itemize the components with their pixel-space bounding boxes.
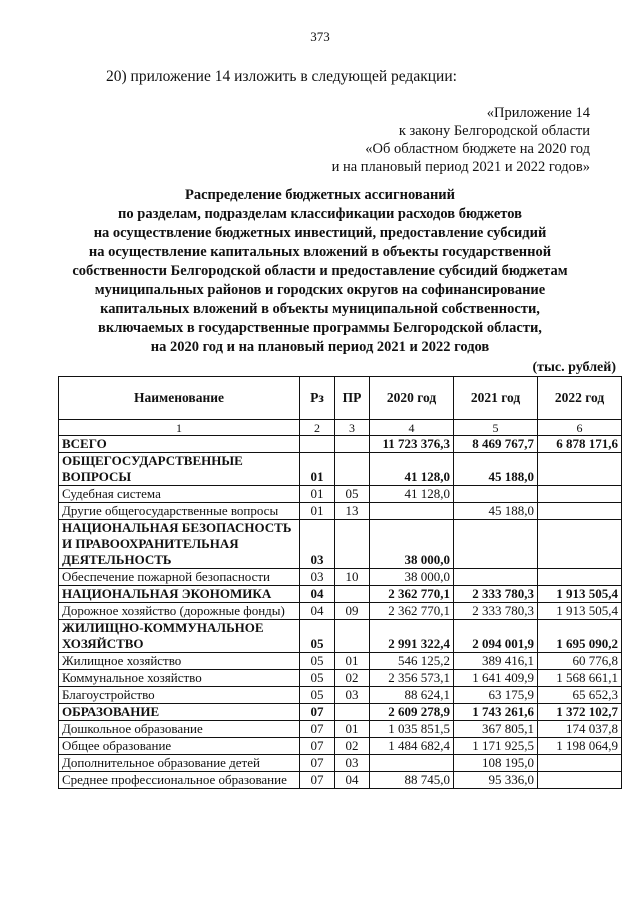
row-value-2022 bbox=[538, 453, 622, 486]
row-subsection-code bbox=[335, 453, 370, 486]
table-row bbox=[59, 721, 622, 738]
appendix-reference bbox=[332, 104, 590, 176]
title-line: капитальных вложений в объекты муниципальной собственности, bbox=[100, 301, 540, 317]
row-value-2022 bbox=[538, 486, 622, 503]
row-value-2021 bbox=[454, 569, 538, 586]
document-title bbox=[30, 186, 610, 357]
row-section-code: 07 bbox=[300, 755, 335, 772]
title-line: собственности Белгородской области и предоставление субсидий бюджетам bbox=[72, 263, 568, 279]
row-value-2021: 2 333 780,3 bbox=[454, 603, 538, 620]
row-name: Коммунальное хозяйство bbox=[59, 670, 300, 687]
row-value-2022 bbox=[538, 772, 622, 789]
row-section-code: 03 bbox=[300, 569, 335, 586]
row-value-2020: 41 128,0 bbox=[370, 453, 454, 486]
row-section-code: 07 bbox=[300, 738, 335, 755]
row-value-2022 bbox=[538, 503, 622, 520]
row-value-2022: 65 652,3 bbox=[538, 687, 622, 704]
table-row bbox=[59, 772, 622, 789]
row-subsection-code: 10 bbox=[335, 569, 370, 586]
title-line: включаемых в государственные программы Белгородской области, bbox=[98, 320, 542, 336]
row-value-2021: 95 336,0 bbox=[454, 772, 538, 789]
row-name: Благоустройство bbox=[59, 687, 300, 704]
appendix-line: и на плановый период 2021 и 2022 годов» bbox=[331, 159, 590, 175]
row-section-code: 07 bbox=[300, 721, 335, 738]
row-value-2021: 1 743 261,6 bbox=[454, 704, 538, 721]
row-value-2021: 389 416,1 bbox=[454, 653, 538, 670]
row-value-2022: 1 198 064,9 bbox=[538, 738, 622, 755]
header-2021: 2021 год bbox=[454, 377, 538, 420]
title-line: на осуществление капитальных вложений в объекты государственной bbox=[88, 244, 552, 260]
row-value-2021: 1 641 409,9 bbox=[454, 670, 538, 687]
row-value-2020: 546 125,2 bbox=[370, 653, 454, 670]
row-value-2022 bbox=[538, 569, 622, 586]
row-name: Дополнительное образование детей bbox=[59, 755, 300, 772]
header-2022: 2022 год bbox=[538, 377, 622, 420]
row-value-2022: 1 695 090,2 bbox=[538, 620, 622, 653]
row-section-code: 04 bbox=[300, 586, 335, 603]
row-name: Обеспечение пожарной безопасности bbox=[59, 569, 300, 586]
appendix-line: «Об областном бюджете на 2020 год bbox=[365, 141, 590, 157]
row-value-2020: 2 609 278,9 bbox=[370, 704, 454, 721]
row-subsection-code: 05 bbox=[335, 486, 370, 503]
row-value-2022: 174 037,8 bbox=[538, 721, 622, 738]
row-subsection-code: 01 bbox=[335, 721, 370, 738]
appendix-line: к закону Белгородской области bbox=[398, 123, 590, 139]
table-row bbox=[59, 503, 622, 520]
row-value-2022: 1 372 102,7 bbox=[538, 704, 622, 721]
row-name: Судебная система bbox=[59, 486, 300, 503]
row-value-2020: 38 000,0 bbox=[370, 520, 454, 569]
row-value-2021: 45 188,0 bbox=[454, 503, 538, 520]
column-number: 2 bbox=[300, 420, 335, 436]
table-row bbox=[59, 520, 622, 569]
row-value-2020: 88 745,0 bbox=[370, 772, 454, 789]
row-subsection-code bbox=[335, 586, 370, 603]
row-value-2020: 2 362 770,1 bbox=[370, 603, 454, 620]
header-name: Наименование bbox=[59, 377, 300, 420]
row-name: Жилищное хозяйство bbox=[59, 653, 300, 670]
row-subsection-code: 03 bbox=[335, 687, 370, 704]
row-name: ОБРАЗОВАНИЕ bbox=[59, 704, 300, 721]
row-section-code: 05 bbox=[300, 687, 335, 704]
column-number: 1 bbox=[59, 420, 300, 436]
row-value-2022: 6 878 171,6 bbox=[538, 436, 622, 453]
header-2020: 2020 год bbox=[370, 377, 454, 420]
header-pr: ПР bbox=[335, 377, 370, 420]
table-row bbox=[59, 755, 622, 772]
table-row bbox=[59, 620, 622, 653]
table-row bbox=[59, 670, 622, 687]
row-value-2020 bbox=[370, 503, 454, 520]
row-value-2020 bbox=[370, 755, 454, 772]
table-header-row bbox=[59, 377, 622, 420]
title-line: на 2020 год и на плановый период 2021 и 2022 годов bbox=[150, 339, 490, 355]
row-name: Другие общегосударственные вопросы bbox=[59, 503, 300, 520]
page-number: 373 bbox=[310, 29, 330, 44]
row-value-2021: 45 188,0 bbox=[454, 453, 538, 486]
row-section-code: 05 bbox=[300, 620, 335, 653]
table-row bbox=[59, 603, 622, 620]
row-section-code: 01 bbox=[300, 453, 335, 486]
row-subsection-code: 04 bbox=[335, 772, 370, 789]
header-rz: Рз bbox=[300, 377, 335, 420]
row-value-2022: 1 913 505,4 bbox=[538, 603, 622, 620]
row-value-2021: 367 805,1 bbox=[454, 721, 538, 738]
table-row bbox=[59, 687, 622, 704]
row-value-2020: 41 128,0 bbox=[370, 486, 454, 503]
title-line: Распределение бюджетных ассигнований bbox=[184, 187, 456, 203]
row-value-2020: 1 035 851,5 bbox=[370, 721, 454, 738]
row-value-2021: 2 094 001,9 bbox=[454, 620, 538, 653]
row-name: НАЦИОНАЛЬНАЯ БЕЗОПАСНОСТЬ И ПРАВООХРАНИТЕЛЬНАЯ ДЕЯТЕЛЬНОСТЬ bbox=[59, 520, 300, 569]
row-section-code: 05 bbox=[300, 653, 335, 670]
table-row bbox=[59, 738, 622, 755]
row-subsection-code: 03 bbox=[335, 755, 370, 772]
row-value-2020: 1 484 682,4 bbox=[370, 738, 454, 755]
column-number-row bbox=[59, 420, 622, 436]
table-row bbox=[59, 586, 622, 603]
row-section-code: 04 bbox=[300, 603, 335, 620]
row-value-2020: 2 362 770,1 bbox=[370, 586, 454, 603]
title-line: муниципальных районов и городских округов на софинансирование bbox=[94, 282, 546, 298]
row-name: ВСЕГО bbox=[59, 436, 300, 453]
row-name: НАЦИОНАЛЬНАЯ ЭКОНОМИКА bbox=[59, 586, 300, 603]
table-row bbox=[59, 704, 622, 721]
row-name: Среднее профессиональное образование bbox=[59, 772, 300, 789]
row-subsection-code: 09 bbox=[335, 603, 370, 620]
row-section-code: 03 bbox=[300, 520, 335, 569]
row-value-2021: 108 195,0 bbox=[454, 755, 538, 772]
row-section-code bbox=[300, 436, 335, 453]
row-subsection-code: 02 bbox=[335, 670, 370, 687]
row-value-2022: 1 568 661,1 bbox=[538, 670, 622, 687]
row-name: ЖИЛИЩНО-КОММУНАЛЬНОЕ ХОЗЯЙСТВО bbox=[59, 620, 300, 653]
row-value-2021: 1 171 925,5 bbox=[454, 738, 538, 755]
budget-table bbox=[58, 376, 622, 789]
column-number: 4 bbox=[370, 420, 454, 436]
row-value-2021 bbox=[454, 486, 538, 503]
row-subsection-code: 13 bbox=[335, 503, 370, 520]
row-value-2022: 60 776,8 bbox=[538, 653, 622, 670]
row-subsection-code bbox=[335, 436, 370, 453]
column-number: 5 bbox=[454, 420, 538, 436]
row-section-code: 01 bbox=[300, 503, 335, 520]
row-value-2020: 2 356 573,1 bbox=[370, 670, 454, 687]
title-line: по разделам, подразделам классификации расходов бюджетов bbox=[118, 206, 522, 222]
row-value-2022 bbox=[538, 520, 622, 569]
budget-table-body bbox=[59, 436, 622, 789]
units-label: (тыс. рублей) bbox=[532, 360, 616, 375]
row-section-code: 07 bbox=[300, 704, 335, 721]
row-value-2021: 63 175,9 bbox=[454, 687, 538, 704]
row-value-2022: 1 913 505,4 bbox=[538, 586, 622, 603]
column-number: 3 bbox=[335, 420, 370, 436]
table-row bbox=[59, 453, 622, 486]
row-value-2021: 2 333 780,3 bbox=[454, 586, 538, 603]
row-value-2020: 11 723 376,3 bbox=[370, 436, 454, 453]
row-subsection-code bbox=[335, 520, 370, 569]
row-value-2021 bbox=[454, 520, 538, 569]
row-subsection-code: 01 bbox=[335, 653, 370, 670]
table-row bbox=[59, 653, 622, 670]
row-name: Общее образование bbox=[59, 738, 300, 755]
row-name: Дорожное хозяйство (дорожные фонды) bbox=[59, 603, 300, 620]
intro-text: 20) приложение 14 изложить в следующей редакции: bbox=[106, 68, 457, 85]
row-subsection-code bbox=[335, 620, 370, 653]
table-row bbox=[59, 569, 622, 586]
row-section-code: 01 bbox=[300, 486, 335, 503]
row-section-code: 05 bbox=[300, 670, 335, 687]
column-number: 6 bbox=[538, 420, 622, 436]
row-value-2020: 38 000,0 bbox=[370, 569, 454, 586]
row-name: Дошкольное образование bbox=[59, 721, 300, 738]
row-value-2020: 88 624,1 bbox=[370, 687, 454, 704]
title-line: на осуществление бюджетных инвестиций, предоставление субсидий bbox=[93, 225, 547, 241]
row-subsection-code bbox=[335, 704, 370, 721]
row-value-2021: 8 469 767,7 bbox=[454, 436, 538, 453]
table-row bbox=[59, 436, 622, 453]
appendix-line: «Приложение 14 bbox=[486, 105, 590, 121]
row-subsection-code: 02 bbox=[335, 738, 370, 755]
row-section-code: 07 bbox=[300, 772, 335, 789]
row-name: ОБЩЕГОСУДАРСТВЕННЫЕ ВОПРОСЫ bbox=[59, 453, 300, 486]
row-value-2022 bbox=[538, 755, 622, 772]
table-row bbox=[59, 486, 622, 503]
row-value-2020: 2 991 322,4 bbox=[370, 620, 454, 653]
